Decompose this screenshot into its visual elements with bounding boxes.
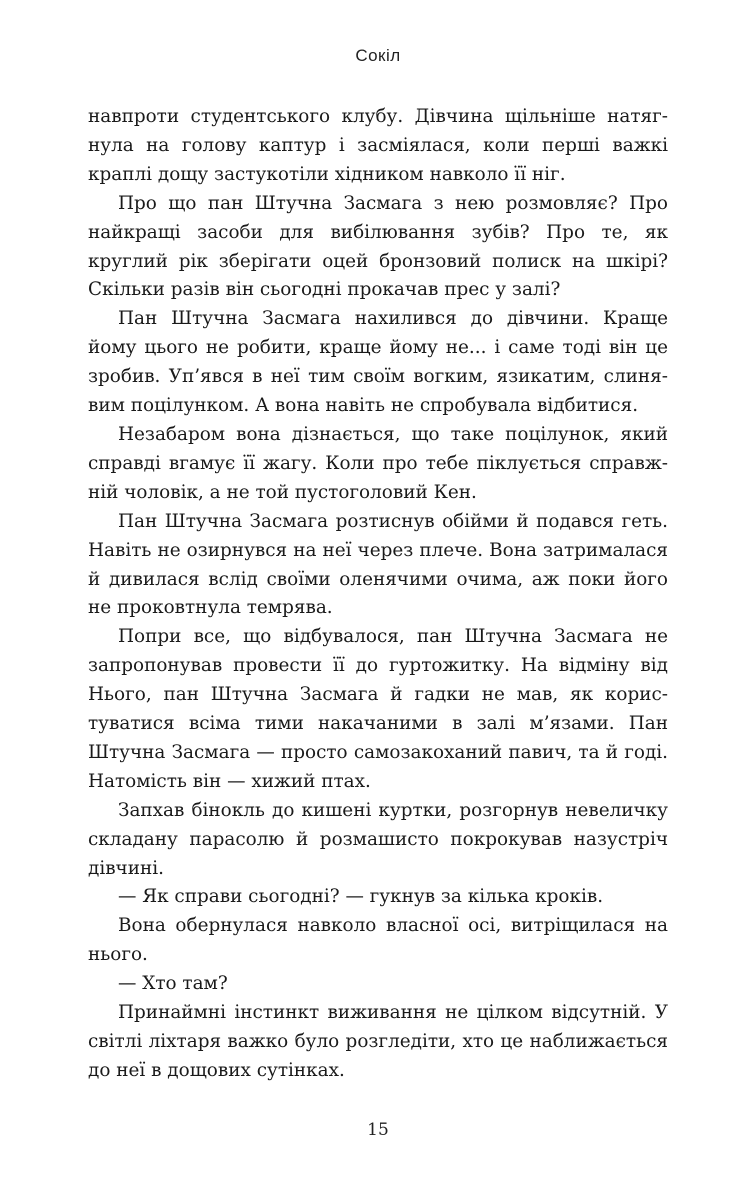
paragraph: Пан Штучна Засмага розтиснув обійми й подався геть. Навіть не озирнувся на неї через плече. Вона затрималася й дивилася вслід своїми оленячими очима, аж поки його не проковтнула темрява. — [88, 510, 668, 619]
paragraph: Запхав бінокль до кишені куртки, розгорнув невеличку складану парасолю й розмашисто покрокував назустріч дівчині. — [88, 799, 668, 879]
paragraph: Про що пан Штучна Засмага з нею розмовляє? Про найкращі засоби для вибілювання зубів? Про те, як круглий рік зберігати оцей бронзовий полиск на шкірі? Скільки разів він сьогодні прокачав прес у залі? — [88, 192, 668, 301]
running-head: Сокіл — [355, 46, 401, 65]
paragraph: Принаймні інстинкт виживання не цілком відсутній. У світлі ліхтаря важко було розгледіти, хто це наближається до неї в дощових сутінках. — [88, 1002, 668, 1081]
paragraph: Попри все, що відбувалося, пан Штучна Засмага не запропонував провести її до гуртожитку. На відміну від Нього, пан Штучна Засмага й гадки не мав, як користуватися всіма тими накачаними в залі м’язами. Пан Штучна Засмага — просто самозакоханий павич, та й годі. Натомість він — хижий птах. — [88, 626, 668, 792]
paragraph: Незабаром вона дізнається, що таке поцілунок, який справді вгамує її жагу. Коли про тебе піклується справжній чоловік, а не той пустоголовий Кен. — [88, 423, 668, 503]
paragraph: Вона обернулася навколо власної осі, витріщилася на нього. — [88, 915, 668, 966]
dialogue-line: — Як справи сьогодні? — гукнув за кілька кроків. — [118, 886, 604, 908]
dialogue-line: — Хто там? — [118, 973, 228, 995]
paragraph: Пан Штучна Засмага нахилився до дівчини. Краще йому цього не робити, краще йому не... і саме тоді він це зробив. Уп’явся в неї тим своїм вогким, язикатим, слинявим поцілунком. А вона навіть не спробувала відбитися. — [88, 308, 668, 417]
paragraph-continued: навпроти студентського клубу. Дівчина щільніше натягнула на голову каптур і засміялася, коли перші важкі краплі дощу застукотіли хідником навколо її ніг. — [88, 106, 668, 185]
page-number: 15 — [367, 1120, 389, 1140]
body-text — [88, 103, 668, 1086]
